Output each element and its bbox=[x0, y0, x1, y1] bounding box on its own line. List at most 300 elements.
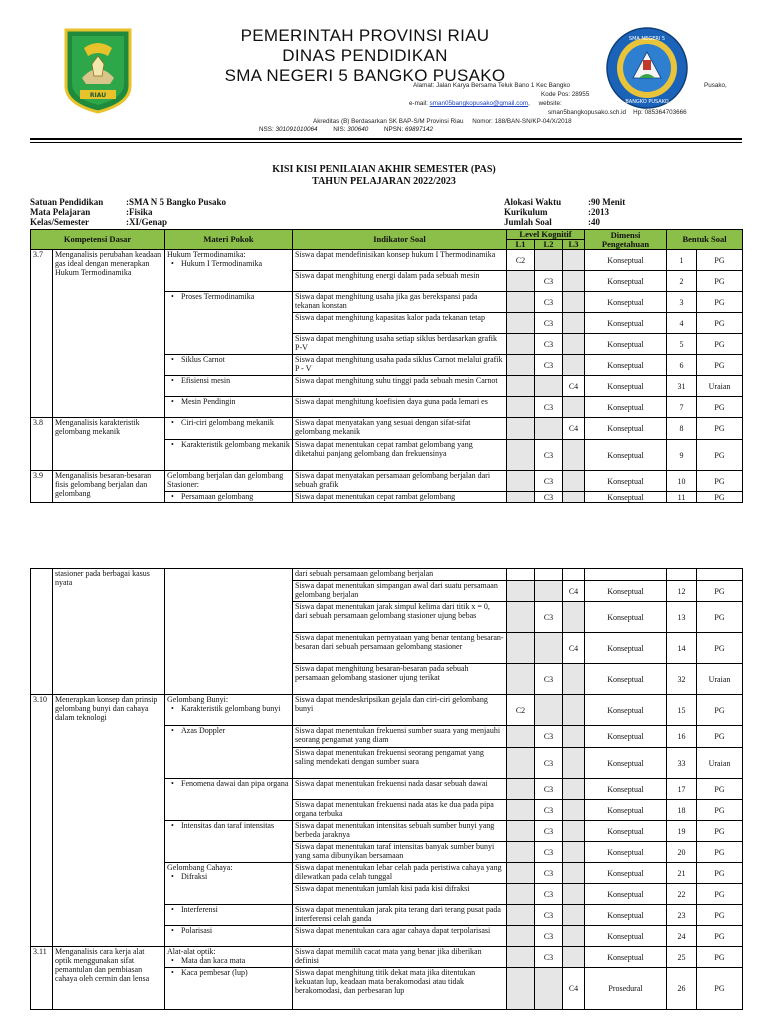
materi-cell bbox=[165, 492, 293, 503]
level-l3 bbox=[563, 947, 585, 968]
level-l3 bbox=[563, 863, 585, 884]
level-l3: C4 bbox=[563, 581, 585, 602]
kisi-table-page-2 bbox=[30, 568, 743, 1010]
indikator-cell: Siswa dapat menghitung suhu tinggi pada sebuah mesin Carnot bbox=[293, 376, 507, 397]
bentuk-soal: PG bbox=[697, 821, 743, 842]
question-number: 17 bbox=[667, 779, 697, 800]
dimensi-cell: Konseptual bbox=[585, 633, 667, 664]
doc-title-2: TAHUN PELAJARAN 2022/2023 bbox=[312, 176, 456, 187]
materi-item: • Mesin Pendingin bbox=[167, 397, 290, 406]
level-l2: C3 bbox=[535, 926, 563, 947]
meta-key: Jumlah Soal bbox=[504, 217, 552, 227]
bentuk-soal: PG bbox=[697, 863, 743, 884]
level-l2: C3 bbox=[535, 947, 563, 968]
level-l3 bbox=[563, 664, 585, 695]
col-l2: L2 bbox=[535, 240, 563, 250]
bentuk-soal: PG bbox=[697, 800, 743, 821]
indikator-cell: Siswa dapat menghitung besaran-besaran pada sebuah persamaan gelombang stasioner ujung terikat bbox=[293, 664, 507, 695]
meta-key: Mata Pelajaran bbox=[30, 207, 91, 217]
level-l2 bbox=[535, 250, 563, 271]
question-number: 22 bbox=[667, 884, 697, 905]
meta-value: :40 bbox=[588, 217, 600, 227]
level-l2: C3 bbox=[535, 664, 563, 695]
materi-item: • Intensitas dan taraf intensitas bbox=[167, 821, 290, 830]
accreditation-number: Nomor: 188/BAN-SN/KP-04/X/2018 bbox=[472, 118, 572, 125]
website-label: website: bbox=[538, 100, 562, 107]
question-number: 32 bbox=[667, 664, 697, 695]
materi-cell bbox=[165, 355, 293, 376]
dimensi-cell: Konseptual bbox=[585, 926, 667, 947]
meta-value: :90 Menit bbox=[588, 197, 626, 207]
level-l2: C3 bbox=[535, 313, 563, 334]
materi-cell bbox=[165, 250, 293, 292]
bentuk-soal: PG bbox=[697, 926, 743, 947]
level-l1 bbox=[507, 602, 535, 633]
bentuk-soal: PG bbox=[697, 947, 743, 968]
kd-text: Menganalisis perubahan keadaan gas ideal dengan menerapkan Hukum Termodinamika bbox=[53, 250, 165, 418]
bentuk-soal: PG bbox=[697, 334, 743, 355]
meta-key: Satuan Pendidikan bbox=[30, 197, 104, 207]
kd-number bbox=[31, 569, 53, 695]
materi-item: • Interferensi bbox=[167, 905, 290, 914]
question-number: 12 bbox=[667, 581, 697, 602]
materi-item: • Hukum I Termodinamika bbox=[167, 259, 290, 268]
materi-cell bbox=[165, 376, 293, 397]
npsn-value: 69897142 bbox=[405, 126, 434, 133]
dimensi-cell: Konseptual bbox=[585, 334, 667, 355]
level-l2 bbox=[535, 581, 563, 602]
bentuk-soal: PG bbox=[697, 271, 743, 292]
level-l3 bbox=[563, 440, 585, 471]
question-number: 26 bbox=[667, 968, 697, 1010]
bentuk-soal: PG bbox=[697, 292, 743, 313]
question-number: 2 bbox=[667, 271, 697, 292]
materi-cell bbox=[165, 726, 293, 779]
level-l2: C3 bbox=[535, 471, 563, 492]
dimensi-cell bbox=[585, 569, 667, 581]
level-l3 bbox=[563, 905, 585, 926]
dimensi-cell: Konseptual bbox=[585, 250, 667, 271]
question-number: 19 bbox=[667, 821, 697, 842]
bentuk-soal: PG bbox=[697, 779, 743, 800]
level-l1 bbox=[507, 313, 535, 334]
level-l2 bbox=[535, 633, 563, 664]
materi-cell bbox=[165, 779, 293, 821]
address-text: Alamat: Jalan Karya Bersama Teluk Bano 1 Kec Bangko bbox=[413, 82, 571, 89]
kd-text: Menganalisis cara kerja alat optik menggunakan sifat pemantulan dan pembiasan cahaya oleh cermin dan lensa bbox=[53, 947, 165, 1010]
bentuk-soal: PG bbox=[697, 726, 743, 748]
col-bentuk: Bentuk Soal bbox=[667, 230, 743, 250]
level-l3 bbox=[563, 726, 585, 748]
npsn-label: NPSN: bbox=[384, 126, 404, 133]
level-l2 bbox=[535, 418, 563, 440]
level-l1 bbox=[507, 947, 535, 968]
dimensi-cell: Konseptual bbox=[585, 471, 667, 492]
level-l1 bbox=[507, 334, 535, 355]
kd-text: Menganalisis besaran-besaran fisis gelombang berjalan dan gelombang bbox=[53, 471, 165, 503]
level-l2 bbox=[535, 569, 563, 581]
nss-label: NSS: bbox=[259, 126, 274, 133]
level-l2: C3 bbox=[535, 397, 563, 418]
website-line bbox=[548, 109, 687, 116]
level-l1: C2 bbox=[507, 695, 535, 726]
contact-line: e-mail: sman05bangkopusako@gmail.com, website: bbox=[409, 100, 562, 107]
level-l3 bbox=[563, 271, 585, 292]
materi-cell bbox=[165, 471, 293, 492]
dimensi-cell: Konseptual bbox=[585, 905, 667, 926]
question-number: 5 bbox=[667, 334, 697, 355]
dimensi-cell: Konseptual bbox=[585, 397, 667, 418]
level-l2: C3 bbox=[535, 726, 563, 748]
col-level: Level Kognitif bbox=[507, 230, 585, 240]
materi-cell bbox=[165, 947, 293, 968]
bentuk-soal: PG bbox=[697, 355, 743, 376]
level-l2: C3 bbox=[535, 748, 563, 779]
website-link[interactable]: sman5bangkopusako.sch.id bbox=[548, 109, 627, 116]
indikator-cell: Siswa dapat menghitung kapasitas kalor pada tekanan tetap bbox=[293, 313, 507, 334]
meta-value: :SMA N 5 Bangko Pusako bbox=[126, 197, 227, 207]
meta-left bbox=[30, 197, 226, 227]
dimensi-cell: Konseptual bbox=[585, 313, 667, 334]
level-l3 bbox=[563, 292, 585, 313]
question-number: 24 bbox=[667, 926, 697, 947]
col-indikator: Indikator Soal bbox=[293, 230, 507, 250]
level-l1 bbox=[507, 569, 535, 581]
svg-text:RIAU: RIAU bbox=[89, 92, 107, 99]
indikator-cell: Siswa dapat memilih cacat mata yang benar jika diberikan definisi bbox=[293, 947, 507, 968]
level-l2: C3 bbox=[535, 800, 563, 821]
nis-value: 300640 bbox=[347, 126, 369, 133]
materi-item: • Siklus Carnot bbox=[167, 355, 290, 364]
dimensi-cell: Konseptual bbox=[585, 418, 667, 440]
question-number: 9 bbox=[667, 440, 697, 471]
meta-value: :2013 bbox=[588, 207, 609, 217]
level-l1 bbox=[507, 418, 535, 440]
indikator-cell: Siswa dapat menghitung usaha setiap siklus berdasarkan grafik P-V bbox=[293, 334, 507, 355]
postcode: Kode Pos: 28955 bbox=[541, 91, 590, 98]
level-l3 bbox=[563, 884, 585, 905]
question-number: 18 bbox=[667, 800, 697, 821]
level-l3 bbox=[563, 471, 585, 492]
materi-item: • Kaca pembesar (lup) bbox=[167, 968, 290, 977]
materi-item: • Azas Doppler bbox=[167, 726, 290, 735]
level-l3: C4 bbox=[563, 376, 585, 397]
level-l1 bbox=[507, 440, 535, 471]
indikator-cell: Siswa dapat menentukan cara agar cahaya dapat terpolarisasi bbox=[293, 926, 507, 947]
level-l3: C4 bbox=[563, 968, 585, 1010]
materi-cell bbox=[165, 926, 293, 947]
svg-text:SMA NEGERI 5: SMA NEGERI 5 bbox=[628, 36, 666, 42]
indikator-cell: Siswa dapat menghitung usaha jika gas berekspansi pada tekanan konstan bbox=[293, 292, 507, 313]
question-number: 23 bbox=[667, 905, 697, 926]
bentuk-soal: PG bbox=[697, 968, 743, 1010]
level-l3 bbox=[563, 334, 585, 355]
address-line bbox=[413, 82, 570, 89]
materi-heading: Hukum Termodinamika: bbox=[167, 250, 246, 259]
school-emblem bbox=[605, 26, 689, 110]
materi-item: • Ciri-ciri gelombang mekanik bbox=[167, 418, 290, 427]
level-l3 bbox=[563, 779, 585, 800]
dimensi-cell: Konseptual bbox=[585, 842, 667, 863]
question-number: 14 bbox=[667, 633, 697, 664]
col-kd: Kompetensi Dasar bbox=[31, 230, 165, 250]
level-l1 bbox=[507, 926, 535, 947]
level-l1 bbox=[507, 842, 535, 863]
indikator-cell: Siswa dapat menentukan pernyataan yang benar tentang besaran-besaran dari sebuah persamaan gelombang stasioner bbox=[293, 633, 507, 664]
indikator-cell: Siswa dapat menentukan jarak pita terang dari terang pusat pada interferensi celah ganda bbox=[293, 905, 507, 926]
question-number: 33 bbox=[667, 748, 697, 779]
bentuk-soal: PG bbox=[697, 602, 743, 633]
question-number: 31 bbox=[667, 376, 697, 397]
level-l2: C3 bbox=[535, 440, 563, 471]
accreditation-line bbox=[313, 118, 572, 125]
kd-number: 3.7 bbox=[31, 250, 53, 418]
indikator-cell: Siswa dapat menghitung titik dekat mata jika ditentukan kekuatan lup, keadaan mata berakomodasi atau tidak berakomodasi, dan perbesaran lup bbox=[293, 968, 507, 1010]
nis-label: NIS: bbox=[333, 126, 346, 133]
level-l2: C3 bbox=[535, 292, 563, 313]
question-number: 15 bbox=[667, 695, 697, 726]
level-l2: C3 bbox=[535, 779, 563, 800]
indikator-cell: Siswa dapat menentukan frekuensi sumber suara yang menjauhi seorang pengamat yang diam bbox=[293, 726, 507, 748]
header-rule-thick bbox=[30, 138, 742, 140]
materi-heading: Gelombang Bunyi: bbox=[167, 695, 229, 704]
level-l1 bbox=[507, 633, 535, 664]
email-label: e-mail: bbox=[409, 100, 428, 107]
indikator-cell: Siswa dapat menghitung energi dalam pada sebuah mesin bbox=[293, 271, 507, 292]
level-l3 bbox=[563, 926, 585, 947]
level-l1 bbox=[507, 905, 535, 926]
document-page-2 bbox=[0, 564, 768, 1024]
table-row bbox=[31, 947, 743, 968]
col-l1: L1 bbox=[507, 240, 535, 250]
level-l2: C3 bbox=[535, 602, 563, 633]
dimensi-cell: Konseptual bbox=[585, 821, 667, 842]
bentuk-soal: PG bbox=[697, 250, 743, 271]
meta-value: :XI/Genap bbox=[126, 217, 168, 227]
materi-cell bbox=[165, 968, 293, 1010]
dimensi-cell: Konseptual bbox=[585, 800, 667, 821]
kd-number: 3.11 bbox=[31, 947, 53, 1010]
school-ids bbox=[259, 126, 447, 133]
materi-heading: Gelombang berjalan dan gelombang Stasioner: bbox=[167, 471, 284, 489]
materi-heading: Alat-alat optik: bbox=[167, 947, 216, 956]
kd-text: Menerapkan konsep dan prinsip gelombang bunyi dan cahaya dalam teknologi bbox=[53, 695, 165, 947]
level-l1 bbox=[507, 748, 535, 779]
level-l1: C2 bbox=[507, 250, 535, 271]
indikator-cell: Siswa dapat menentukan jarak simpul kelima dari titik x = 0, dari sebuah persamaan gelombang stasioner ujung bebas bbox=[293, 602, 507, 633]
dimensi-cell: Konseptual bbox=[585, 602, 667, 633]
materi-cell bbox=[165, 440, 293, 471]
level-l2: C3 bbox=[535, 863, 563, 884]
kd-text: stasioner pada berbagai kasus nyata bbox=[53, 569, 165, 695]
meta-key: Kelas/Semester bbox=[30, 217, 89, 227]
bentuk-soal: PG bbox=[697, 633, 743, 664]
indikator-cell: Siswa dapat menentukan frekuensi nada dasar sebuah dawai bbox=[293, 779, 507, 800]
level-l3 bbox=[563, 695, 585, 726]
level-l2: C3 bbox=[535, 842, 563, 863]
table-body-page-2 bbox=[31, 569, 743, 1010]
materi-item: • Fenomena dawai dan pipa organa bbox=[167, 779, 290, 788]
nss-value: 301091010064 bbox=[275, 126, 318, 133]
indikator-cell: Siswa dapat menentukan frekuensi nada atas ke dua pada pipa organa terbuka bbox=[293, 800, 507, 821]
indikator-cell: dari sebuah persamaan gelombang berjalan bbox=[293, 569, 507, 581]
dimensi-cell: Konseptual bbox=[585, 492, 667, 503]
level-l3 bbox=[563, 748, 585, 779]
level-l3 bbox=[563, 313, 585, 334]
question-number: 4 bbox=[667, 313, 697, 334]
meta-value: :Fisika bbox=[126, 207, 153, 217]
bentuk-soal: PG bbox=[697, 492, 743, 503]
indikator-cell: Siswa dapat menyatakan persamaan gelombang berjalan dari sebuah grafik bbox=[293, 471, 507, 492]
level-l3 bbox=[563, 492, 585, 503]
header-rule-thin bbox=[30, 142, 742, 143]
bentuk-soal: PG bbox=[697, 313, 743, 334]
dimensi-cell: Konseptual bbox=[585, 863, 667, 884]
bentuk-soal bbox=[697, 569, 743, 581]
phone-number: Hp: 085364703666 bbox=[633, 109, 687, 116]
indikator-cell: Siswa dapat menentukan cepat rambat gelombang yang diketahui panjang gelombang dan frekuensinya bbox=[293, 440, 507, 471]
email-link[interactable]: sman05bangkopusako@gmail.com bbox=[429, 100, 529, 107]
level-l3 bbox=[563, 800, 585, 821]
level-l1 bbox=[507, 292, 535, 313]
bentuk-soal: PG bbox=[697, 842, 743, 863]
question-number: 10 bbox=[667, 471, 697, 492]
question-number: 11 bbox=[667, 492, 697, 503]
question-number: 6 bbox=[667, 355, 697, 376]
level-l2: C3 bbox=[535, 884, 563, 905]
indikator-cell: Siswa dapat menentukan cepat rambat gelombang bbox=[293, 492, 507, 503]
dimensi-cell: Konseptual bbox=[585, 726, 667, 748]
materi-item: • Difraksi bbox=[167, 872, 290, 881]
level-l1 bbox=[507, 397, 535, 418]
dimensi-cell: Konseptual bbox=[585, 271, 667, 292]
col-l3: L3 bbox=[563, 240, 585, 250]
dimensi-cell: Konseptual bbox=[585, 695, 667, 726]
bentuk-soal: Uraian bbox=[697, 748, 743, 779]
kd-text: Menganalisis karakteristik gelombang mekanik bbox=[53, 418, 165, 471]
page-gap bbox=[0, 522, 768, 564]
meta-key: Kurikulum bbox=[504, 207, 548, 217]
bentuk-soal: PG bbox=[697, 418, 743, 440]
bentuk-soal: PG bbox=[697, 397, 743, 418]
table-row bbox=[31, 250, 743, 271]
kd-number: 3.9 bbox=[31, 471, 53, 503]
dimensi-cell: Konseptual bbox=[585, 292, 667, 313]
bentuk-soal: PG bbox=[697, 695, 743, 726]
table-row bbox=[31, 471, 743, 492]
letterhead-line-2: DINAS PENDIDIKAN bbox=[282, 46, 448, 65]
level-l1 bbox=[507, 492, 535, 503]
level-l1 bbox=[507, 968, 535, 1010]
col-dimensi: Dimensi Pengetahuan bbox=[585, 230, 667, 250]
level-l3 bbox=[563, 569, 585, 581]
meta-key: Alokasi Waktu bbox=[504, 197, 562, 207]
level-l1 bbox=[507, 863, 535, 884]
indikator-cell: Siswa dapat mendeskripsikan gejala dan ciri-ciri gelombang bunyi bbox=[293, 695, 507, 726]
accreditation-text: Akreditas (B) Berdasarkan SK BAP-S/M Provinsi Riau bbox=[313, 118, 464, 125]
dimensi-cell: Konseptual bbox=[585, 581, 667, 602]
level-l1 bbox=[507, 726, 535, 748]
materi-cell bbox=[165, 695, 293, 726]
bentuk-soal: Uraian bbox=[697, 664, 743, 695]
materi-item: • Proses Termodinamika bbox=[167, 292, 290, 301]
level-l2: C3 bbox=[535, 905, 563, 926]
level-l1 bbox=[507, 800, 535, 821]
indikator-cell: Siswa dapat mendefinisikan konsep hukum I Thermodinamika bbox=[293, 250, 507, 271]
indikator-cell: Siswa dapat menentukan intensitas sebuah sumber bunyi yang berbeda jaraknya bbox=[293, 821, 507, 842]
materi-cell bbox=[165, 821, 293, 863]
indikator-cell: Siswa dapat menentukan taraf intensitas banyak sumber bunyi yang sama dibunyikan bersamaan bbox=[293, 842, 507, 863]
table-row bbox=[31, 569, 743, 581]
question-number: 20 bbox=[667, 842, 697, 863]
meta-right bbox=[504, 197, 625, 227]
question-number: 3 bbox=[667, 292, 697, 313]
materi-cell bbox=[165, 292, 293, 355]
letterhead-line-3: SMA NEGERI 5 BANGKO PUSAKO bbox=[224, 66, 506, 85]
bentuk-soal: PG bbox=[697, 884, 743, 905]
materi-item: • Persamaan gelombang bbox=[167, 492, 290, 501]
dimensi-cell: Konseptual bbox=[585, 664, 667, 695]
level-l3 bbox=[563, 397, 585, 418]
level-l3 bbox=[563, 842, 585, 863]
col-materi: Materi Pokok bbox=[165, 230, 293, 250]
level-l1 bbox=[507, 271, 535, 292]
bentuk-soal: Uraian bbox=[697, 376, 743, 397]
dimensi-cell: Konseptual bbox=[585, 779, 667, 800]
question-number: 13 bbox=[667, 602, 697, 633]
kisi-table-page-1 bbox=[30, 229, 743, 503]
level-l2: C3 bbox=[535, 355, 563, 376]
level-l3 bbox=[563, 250, 585, 271]
kd-number: 3.8 bbox=[31, 418, 53, 471]
dimensi-cell: Konseptual bbox=[585, 947, 667, 968]
materi-cell bbox=[165, 863, 293, 905]
indikator-cell: Siswa dapat menentukan simpangan awal dari suatu persamaan gelombang berjalan bbox=[293, 581, 507, 602]
question-number: 8 bbox=[667, 418, 697, 440]
level-l1 bbox=[507, 471, 535, 492]
indikator-cell: Siswa dapat menghitung koefisien daya guna pada lemari es bbox=[293, 397, 507, 418]
indikator-cell: Siswa dapat menentukan frekuensi seorang pengamat yang saling mendekati dengan sumber suara bbox=[293, 748, 507, 779]
level-l1 bbox=[507, 355, 535, 376]
level-l2 bbox=[535, 376, 563, 397]
kd-number: 3.10 bbox=[31, 695, 53, 947]
dimensi-cell: Konseptual bbox=[585, 748, 667, 779]
level-l2 bbox=[535, 968, 563, 1010]
doc-title-1: KISI KISI PENILAIAN AKHIR SEMESTER (PAS) bbox=[272, 164, 496, 175]
level-l3 bbox=[563, 821, 585, 842]
letterhead-title bbox=[200, 26, 530, 86]
question-number: 25 bbox=[667, 947, 697, 968]
level-l3: C4 bbox=[563, 418, 585, 440]
materi-item: • Polarisasi bbox=[167, 926, 290, 935]
letterhead-line-1: PEMERINTAH PROVINSI RIAU bbox=[240, 26, 490, 45]
indikator-cell: Siswa dapat menentukan jumlah kisi pada kisi difraksi bbox=[293, 884, 507, 905]
dimensi-cell: Konseptual bbox=[585, 884, 667, 905]
level-l1 bbox=[507, 779, 535, 800]
level-l1 bbox=[507, 581, 535, 602]
table-body-page-1 bbox=[31, 250, 743, 503]
address-tail: Pusako, bbox=[704, 82, 727, 89]
materi-cell bbox=[165, 905, 293, 926]
dimensi-cell: Konseptual bbox=[585, 376, 667, 397]
dimensi-cell: Konseptual bbox=[585, 440, 667, 471]
level-l2: C3 bbox=[535, 492, 563, 503]
materi-cell bbox=[165, 397, 293, 418]
bentuk-soal: PG bbox=[697, 471, 743, 492]
materi-cell bbox=[165, 569, 293, 695]
level-l1 bbox=[507, 664, 535, 695]
materi-cell bbox=[165, 418, 293, 440]
